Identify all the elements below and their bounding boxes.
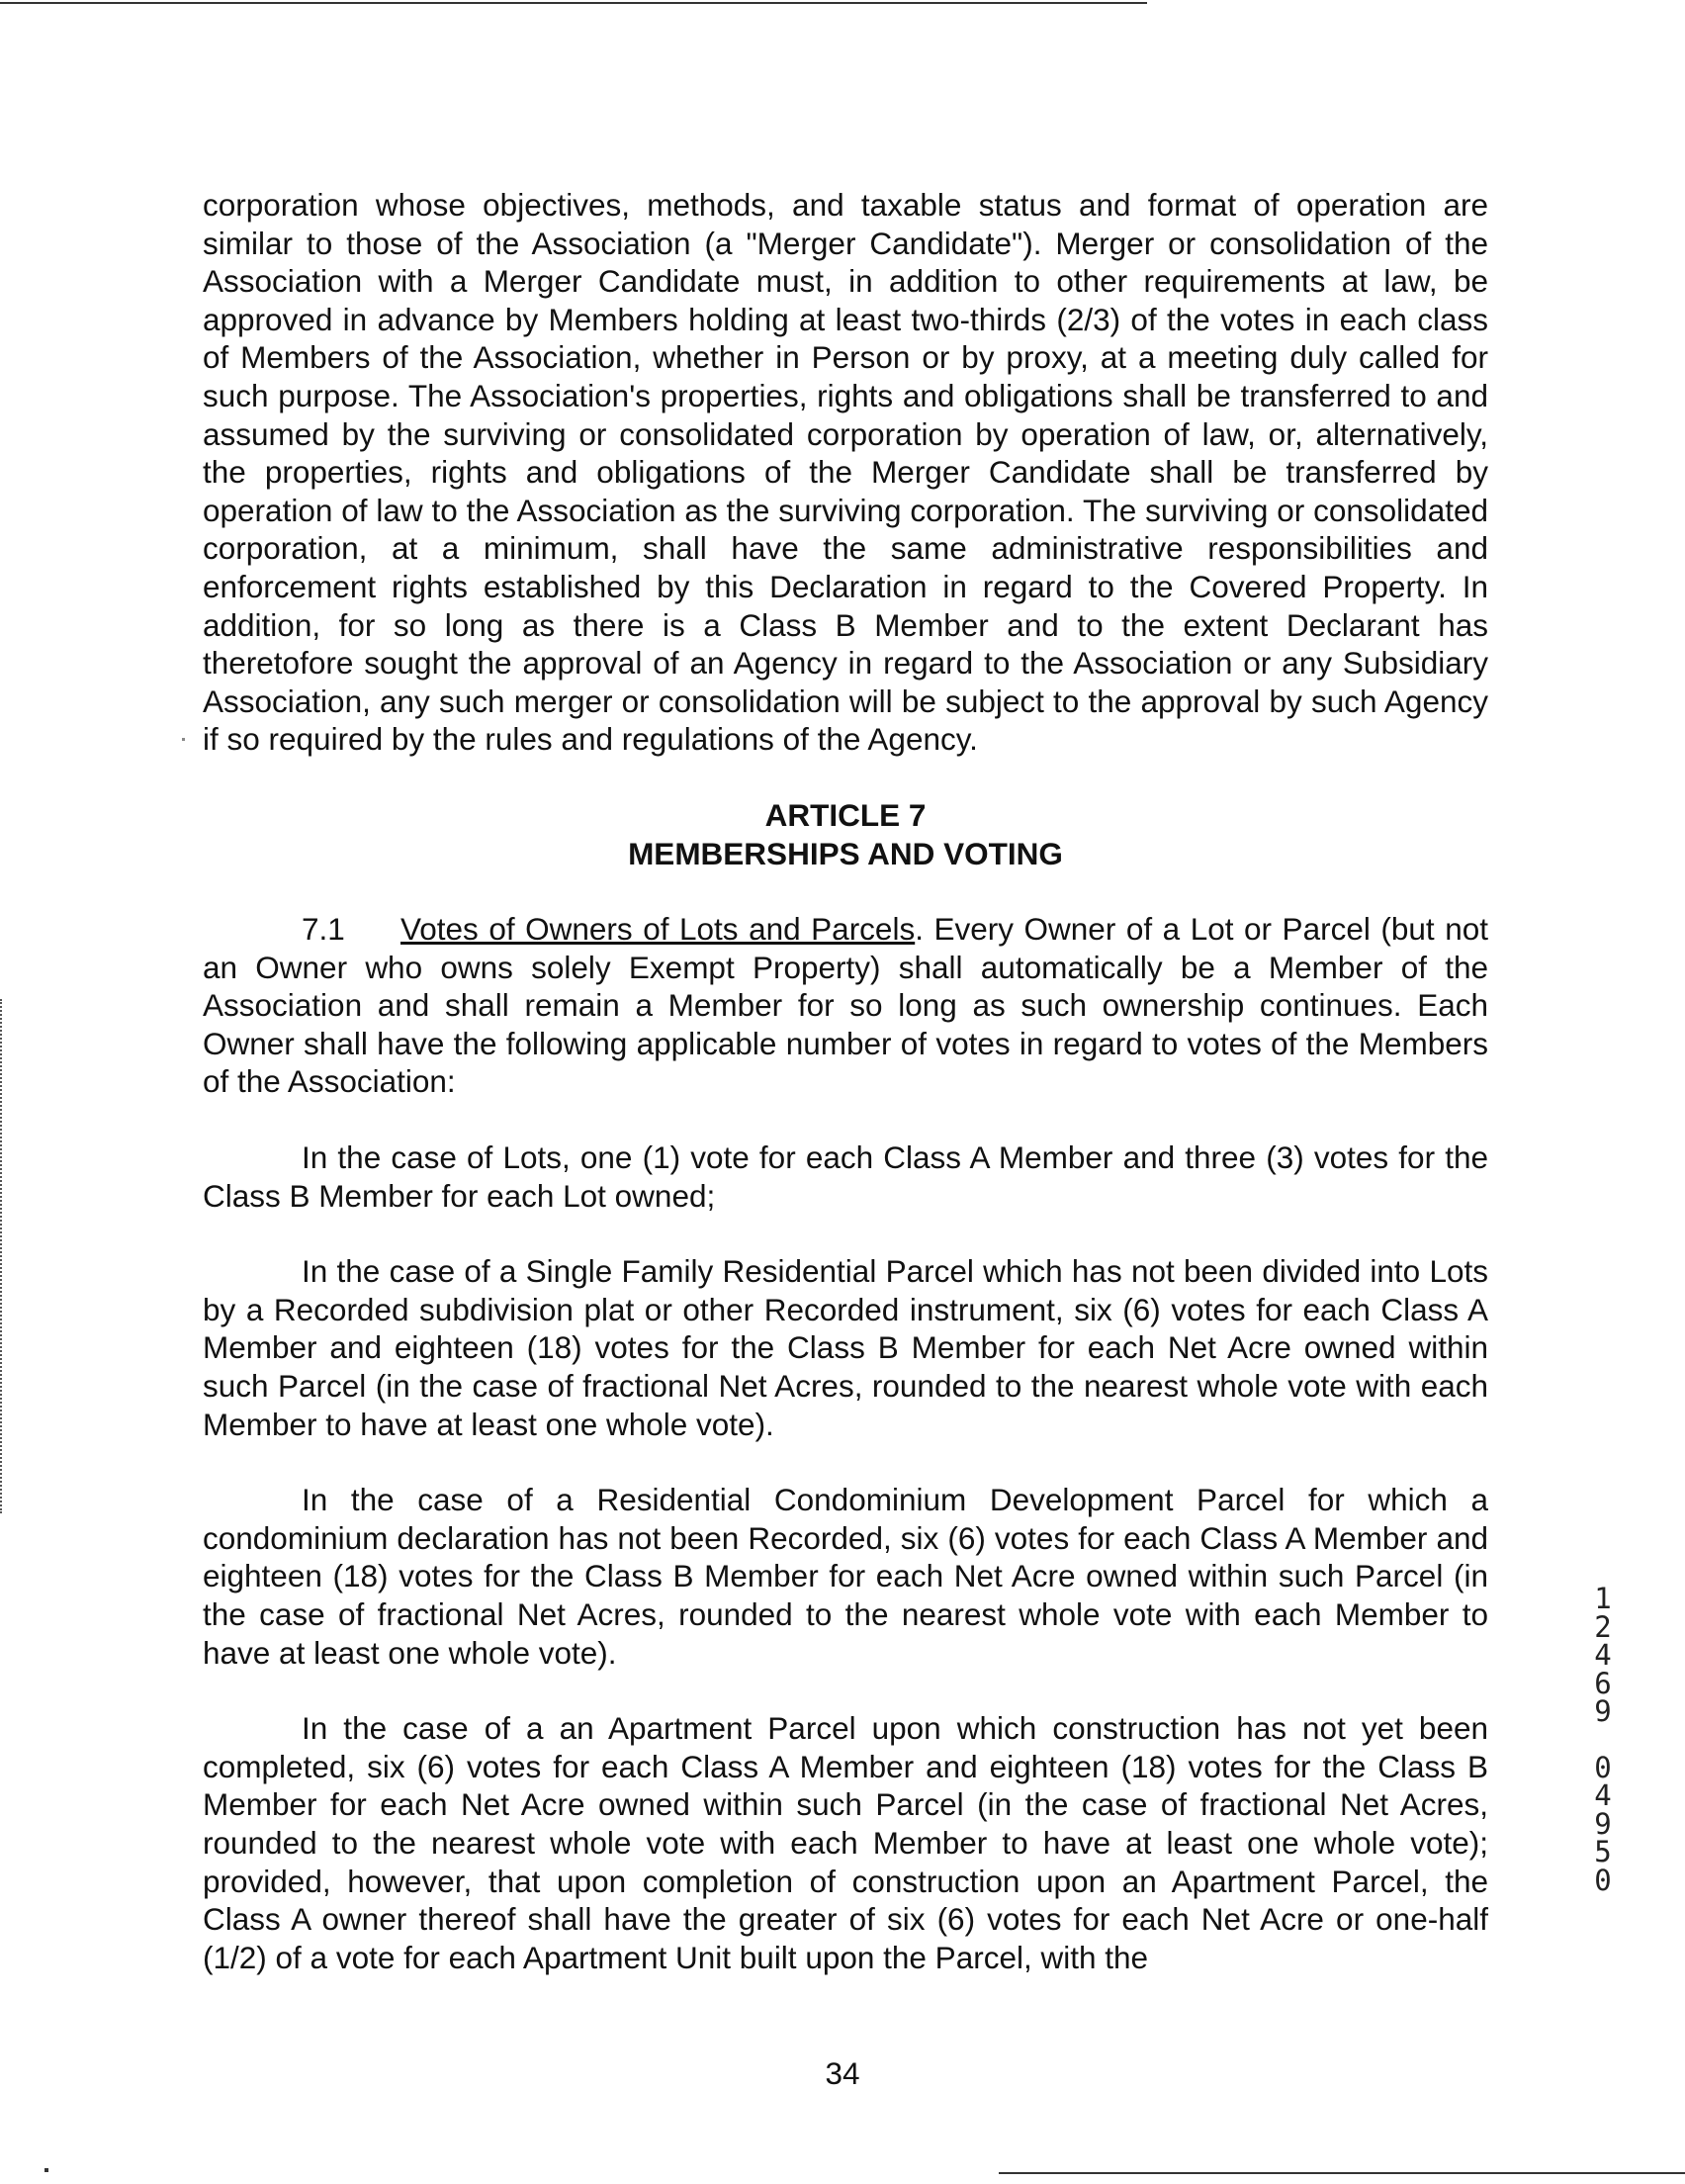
stamp-digit: 6: [1594, 1666, 1612, 1700]
stamp-digit: 5: [1594, 1835, 1612, 1868]
stamp-digit: 4: [1594, 1778, 1612, 1812]
recording-number-stamp: [1588, 1582, 1618, 1897]
stamp-digit: 1: [1594, 1582, 1612, 1615]
paragraph-lots: In the case of Lots, one (1) vote for each Class A Member and three (3) votes for the Class B Member for each Lot owned;: [203, 1139, 1488, 1214]
article-heading: [203, 796, 1488, 872]
stamp-digit: 9: [1594, 1694, 1612, 1728]
stamp-digit: 0: [1594, 1750, 1612, 1784]
section-number: 7.1: [302, 911, 345, 948]
article-title: MEMBERSHIPS AND VOTING: [628, 835, 1063, 871]
section-body: . Every Owner of a Lot or Parcel (but not an Owner who owns solely Exempt Property) shall automatically be a Member of the Association and shall remain a Member for so long as such ownership continues. Each Owner shall have the following applicable number of votes in regard to votes of the Members of the Association:: [203, 911, 1488, 1100]
scan-speck: [44, 2168, 48, 2172]
scan-top-border: [0, 2, 1147, 4]
paragraph-apartment-parcel: In the case of a an Apartment Parcel upon which construction has not yet been completed, six (6) votes for each Class A Member and eighteen (18) votes for the Class B Member for each Net Acre owned within such Parcel (in the case of fractional Net Acres, rounded to the nearest whole vote with each Member to have at least one whole vote); provided, however, that upon completion of construction upon an Apartment Parcel, the Class A owner thereof shall have the greater of six (6) votes for each Net Acre or one-half (1/2) of a vote for each Apartment Unit built upon the Parcel, with the: [203, 1710, 1488, 1975]
scan-left-edge: [0, 999, 2, 1513]
page-number: 34: [825, 2055, 860, 2091]
stamp-digit: 2: [1594, 1609, 1612, 1644]
paragraph-single-family-parcel: In the case of a Single Family Residential Parcel which has not been divided into Lots by a Recorded subdivision plat or other Recorded instrument, six (6) votes for each Class A Member and eighteen (18) votes for the Class B Member for each Net Acre owned within such Parcel (in the case of fractional Net Acres, rounded to the nearest whole vote with each Member to have at least one whole vote).: [203, 1253, 1488, 1442]
intro-paragraph: corporation whose objectives, methods, and taxable status and format of operation are similar to those of the Association (a "Merger Candidate"). Merger or consolidation of the Association with a Merger Candidate must, in addition to other requirements at law, be approved in advance by Members holding at least two-thirds (2/3) of the votes in each class of Members of the Association, whether in Person or by proxy, at a meeting duly called for such purpose. The Association's properties, rights and obligations shall be transferred to and assumed by the surviving or consolidated corporation by operation of law, or, alternatively, the properties, rights and obligations of the Merger Candidate shall be transferred by operation of law to the Association as the surviving corporation. The surviving or consolidated corporation, at a minimum, shall have the same administrative responsibilities and enforcement rights established by this Declaration in regard to the Covered Property. In addition, for so long as there is a Class B Member and to the extent Declarant has theretofore sought the approval of an Agency in regard to the Association or any Subsidiary Association, any such merger or consolidation will be subject to the approval by such Agency if so required by the rules and regulations of the Agency.: [203, 187, 1488, 758]
article-number: ARTICLE 7: [764, 796, 927, 833]
stamp-spacer: [1588, 1726, 1618, 1754]
scan-speck: [182, 738, 185, 741]
section-7-1: [203, 910, 1488, 1101]
stamp-digit: 0: [1594, 1863, 1612, 1897]
scan-bottom-border: [999, 2172, 1685, 2174]
section-title: Votes of Owners of Lots and Parcels: [400, 911, 916, 948]
stamp-digit: 4: [1594, 1638, 1612, 1672]
stamp-digit: 9: [1594, 1806, 1612, 1841]
paragraph-condominium-parcel: In the case of a Residential Condominium Development Parcel for which a condominium declaration has not been Recorded, six (6) votes for each Class A Member and eighteen (18) votes for the Class B Member for each Net Acre owned within such Parcel (in the case of fractional Net Acres, rounded to the nearest whole vote with each Member to have at least one whole vote).: [203, 1482, 1488, 1671]
document-body: [203, 186, 1488, 1976]
